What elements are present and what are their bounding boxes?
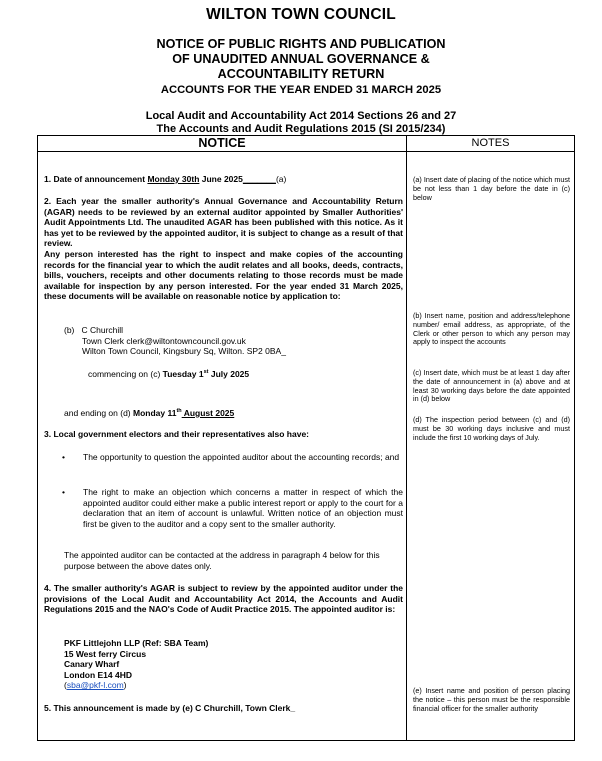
announcement-blank: _______ <box>242 174 276 184</box>
commencing-label: commencing on (c) <box>88 369 163 379</box>
auditor-email-link[interactable]: sba@pkf-l.com <box>66 680 124 691</box>
auditor-contact-note: The appointed auditor can be contacted at the address in paragraph 4 below for this purpose between the above dates only. <box>64 550 380 571</box>
bullet-icon: • <box>62 452 65 462</box>
ending-month: August 2025 <box>181 408 235 418</box>
note-d: (d) The inspection period between (c) and (d) must be 30 working days inclusive and must include the first 10 working days of July. <box>413 415 570 442</box>
announcement-month: June 2025 <box>199 174 243 184</box>
notice-title <box>0 37 602 82</box>
right-to-object: The right to make an objection which concerns a matter in respect of which the appointed auditor could either make a public interest report or apply to the court for a declaration that an item of account is unlawful. Written notice of an objection must first be given to the auditor and a copy sent to the smaller authority. <box>83 487 403 529</box>
notice-title-line: OF UNAUDITED ANNUAL GOVERNANCE & <box>172 52 430 66</box>
table-bottom-border <box>37 740 575 741</box>
note-ref-b: (b) <box>64 325 75 335</box>
contact-address: Wilton Town Council, Kingsbury Sq, Wilton. SP2 0BA_ <box>82 346 286 357</box>
auditor-address-line: London E14 4HD <box>64 669 133 680</box>
notice-title-line: ACCOUNTABILITY RETURN <box>217 67 385 81</box>
ending-suffix: th <box>176 408 182 415</box>
regulations-reference: The Accounts and Audit Regulations 2015 (SI 2015/234) <box>156 123 446 135</box>
ending-day: Monday 11 <box>133 408 177 418</box>
email-paren-close: ) <box>123 680 127 691</box>
right-to-question: The opportunity to question the appointed auditor about the accounting records; and <box>83 452 400 462</box>
announcement-day: Monday 30th <box>147 174 200 184</box>
table-right-border <box>574 135 575 740</box>
ending-date <box>64 408 394 419</box>
commencing-date <box>88 369 388 380</box>
notice-title-line: NOTICE OF PUBLIC RIGHTS AND PUBLICATION <box>156 37 446 51</box>
paragraph-2: 2. Each year the smaller authority's Annual Governance and Accountability Return (AGAR) needs to be reviewed by an external auditor appointed by Smaller Authorities' Audit Appointments Ltd. The unaudited AGAR has been published with this notice. As it has yet to be reviewed by the appointed auditor, it is subject to change as a result of that review. <box>44 196 403 249</box>
table-column-divider <box>406 135 407 740</box>
paragraph-5: 5. This announcement is made by (e) C Churchill, Town Clerk_ <box>44 703 296 713</box>
bullet-icon: • <box>62 487 65 497</box>
auditor-address-line: 15 West ferry Circus <box>64 648 147 659</box>
auditor-address <box>64 638 394 691</box>
commencing-day: Tuesday 1 <box>162 369 204 379</box>
auditor-name: PKF Littlejohn LLP (Ref: SBA Team) <box>64 638 209 648</box>
note-ref-a: (a) <box>275 174 287 184</box>
note-e: (e) Insert name and position of person placing the notice – this person must be the responsible financial officer for the smaller authority <box>413 686 570 713</box>
notes-column-heading: NOTES <box>471 137 510 149</box>
announcement-label: 1. Date of announcement <box>44 174 148 184</box>
auditor-address-line: Canary Wharf <box>64 659 120 670</box>
commencing-month: July 2025 <box>208 369 250 379</box>
table-header-divider <box>37 151 575 152</box>
note-b: (b) Insert name, position and address/telephone number/ email address, as appropriate, of the Clerk or other person to which any person may apply to inspect the accounts <box>413 311 570 347</box>
paragraph-4: 4. The smaller authority's AGAR is subject to review by the appointed auditor under the provisions of the Local Audit and Accountability Act 2014, the Accounts and Audit Regulations 2015 and the NAO's Code of Audit Practice 2015. The appointed auditor is: <box>44 583 403 615</box>
ending-label: and ending on (d) <box>64 408 133 418</box>
note-a: (a) Insert date of placing of the notice which must be not less than 1 day before the date in (c) below <box>413 175 570 202</box>
contact-name: C Churchill <box>81 325 124 335</box>
commencing-suffix: st <box>203 369 209 376</box>
contact-block <box>64 325 394 357</box>
note-c: (c) Insert date, which must be at least 1 day after the date of announcement in (a) above and at least 30 working days before the date appointed in (d) below <box>413 368 570 404</box>
act-reference: Local Audit and Accountability Act 2014 Sections 26 and 27 <box>145 110 457 122</box>
paragraph-3: 3. Local government electors and their representatives also have: <box>44 429 310 439</box>
legislation-references <box>0 110 602 136</box>
accounts-year: ACCOUNTS FOR THE YEAR ENDED 31 MARCH 2025 <box>160 84 442 96</box>
announcement-date <box>44 174 403 185</box>
paragraph-2-inspection: Any person interested has the right to inspect and make copies of the accounting records for the financial year to which the audit relates and all books, deeds, contracts, bills, vouchers, receipts and other documents relating to those records must be made available for inspection by any person interested. For the year ended 31 March 2025, these documents will be available on reasonable notice by application to: <box>44 249 403 302</box>
contact-email: Town Clerk clerk@wiltontowncouncil.gov.uk <box>82 335 246 346</box>
council-name: WILTON TOWN COUNCIL <box>206 6 396 23</box>
email-paren-open: ( <box>64 680 67 691</box>
table-left-border <box>37 135 38 740</box>
notice-column-heading: NOTICE <box>198 136 246 150</box>
